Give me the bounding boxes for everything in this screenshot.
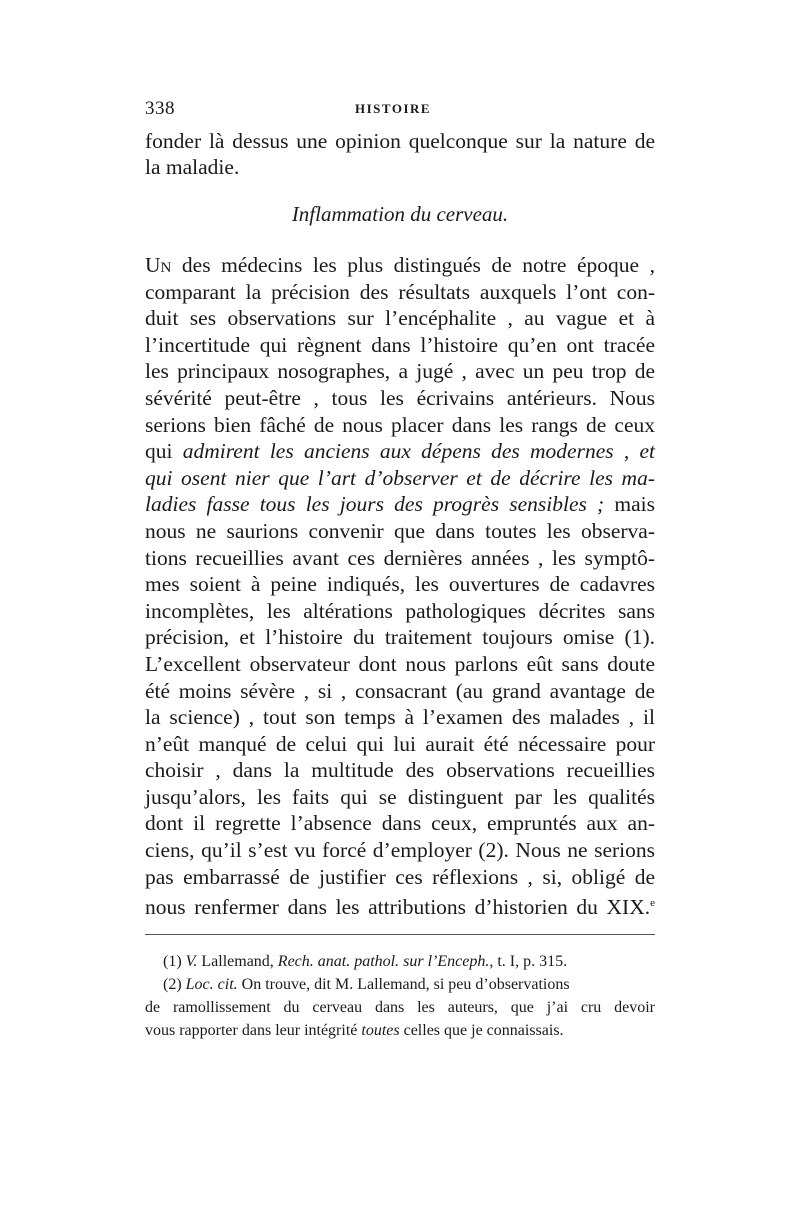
italic-quote-line: qui osent nier que l’art d’observer et de décrire les ma- (145, 465, 655, 490)
text-span: mais (604, 492, 655, 517)
text-line: été moins sévère , si , consacrant (au grand avantage de (145, 678, 655, 703)
italic-quote: ladies fasse tous les jours des progrès sensibles ; (145, 492, 605, 517)
footnote-marker: (1) (163, 953, 186, 970)
text-line: mes soient à peine indiqués, les ouvertures de cadavres (145, 572, 655, 597)
text-line: nous ne saurions convenir que dans toutes les observa- (145, 518, 655, 543)
text-line: précision, et l’histoire du traitement toujours omise (1). (145, 625, 655, 650)
text-line: jusqu’alors, les faits qui se distinguent par les qualités (145, 784, 655, 809)
footnote-italic: Rech. anat. pathol. sur l’Enceph. (277, 953, 490, 970)
text-line: choisir , dans la multitude des observations recueillies (145, 758, 655, 783)
text-span: qui (145, 439, 183, 464)
running-title: HISTOIRE (355, 101, 432, 116)
text-line: sévérité peut-être , tous les écrivains antérieurs. Nous (145, 385, 655, 410)
footnote-italic: V. (185, 953, 198, 970)
text-line: ciens, qu’il s’est vu forcé d’employer (2). Nous ne serions (145, 838, 655, 863)
footnote-marker: (2) (163, 976, 186, 993)
text-line: n’eût manqué de celui qui lui aurait été nécessaire pour (145, 731, 655, 756)
text-line (145, 890, 655, 920)
footnote-text: vous rapporter dans leur intégrité (145, 1022, 362, 1039)
running-header (145, 98, 655, 122)
footnote-italic: toutes (361, 1022, 400, 1039)
italic-quote: admirent les anciens aux dépens des modernes , et (182, 439, 655, 464)
initial-small-caps: N (160, 260, 172, 276)
continued-paragraph (145, 128, 655, 180)
text-line: dont il regrette l’absence dans ceux, empruntés aux an- (145, 811, 655, 836)
text-span: des médecins les plus distingués de notre époque , (171, 253, 655, 277)
footnote-1 (145, 950, 655, 973)
text-line (145, 491, 655, 518)
footnote-2-line (145, 1019, 655, 1042)
text-line: comparant la précision des résultats auxquels l’ont con- (145, 279, 655, 304)
footnote-text: On trouve, dit M. Lallemand, si peu d’observations (237, 976, 570, 993)
text-line (145, 252, 655, 279)
page-number: 338 (145, 98, 175, 119)
text-line: les principaux nosographes, a jugé , avec un peu trop de (145, 359, 655, 384)
footnote-text: celles que je connaissais. (399, 1022, 564, 1039)
section-heading: Inflammation du cerveau. (291, 202, 509, 226)
text-span: nous renfermer dans les attributions d’historien du XIX. (145, 895, 651, 920)
text-line: la maladie. (145, 155, 240, 179)
footnote-divider (145, 934, 655, 935)
text-line: pas embarrassé de justifier ces réflexions , si, obligé de (145, 864, 655, 889)
initial-letter: U (145, 253, 161, 277)
text-line: incomplètes, les altérations pathologiques décrites sans (145, 598, 655, 623)
text-line: duit ses observations sur l’encéphalite , au vague et à (145, 306, 655, 331)
main-paragraph (145, 252, 655, 920)
footnote-text: , t. I, p. 315. (489, 953, 568, 970)
text-line: L’excellent observateur dont nous parlons eût sans doute (145, 651, 655, 676)
superscript: e (650, 897, 655, 910)
footnotes (145, 950, 655, 1042)
text-line (145, 438, 655, 465)
footnote-2-line: de ramollissement du cerveau dans les auteurs, que j’ai cru devoir (145, 999, 655, 1016)
text-line: l’incertitude qui règnent dans l’histoire qu’en ont tracée (145, 332, 655, 357)
text-line: fonder là dessus une opinion quelconque sur la nature de (145, 129, 655, 153)
footnote-italic: Loc. cit. (185, 976, 238, 993)
footnote-text: Lallemand, (197, 953, 278, 970)
text-line: tions recueillies avant ces dernières années , les symptô- (145, 545, 655, 570)
text-line: la science) , tout son temps à l’examen des malades , il (145, 705, 655, 730)
footnote-2 (145, 973, 655, 996)
text-line: serions bien fâché de nous placer dans les rangs de ceux (145, 412, 655, 437)
